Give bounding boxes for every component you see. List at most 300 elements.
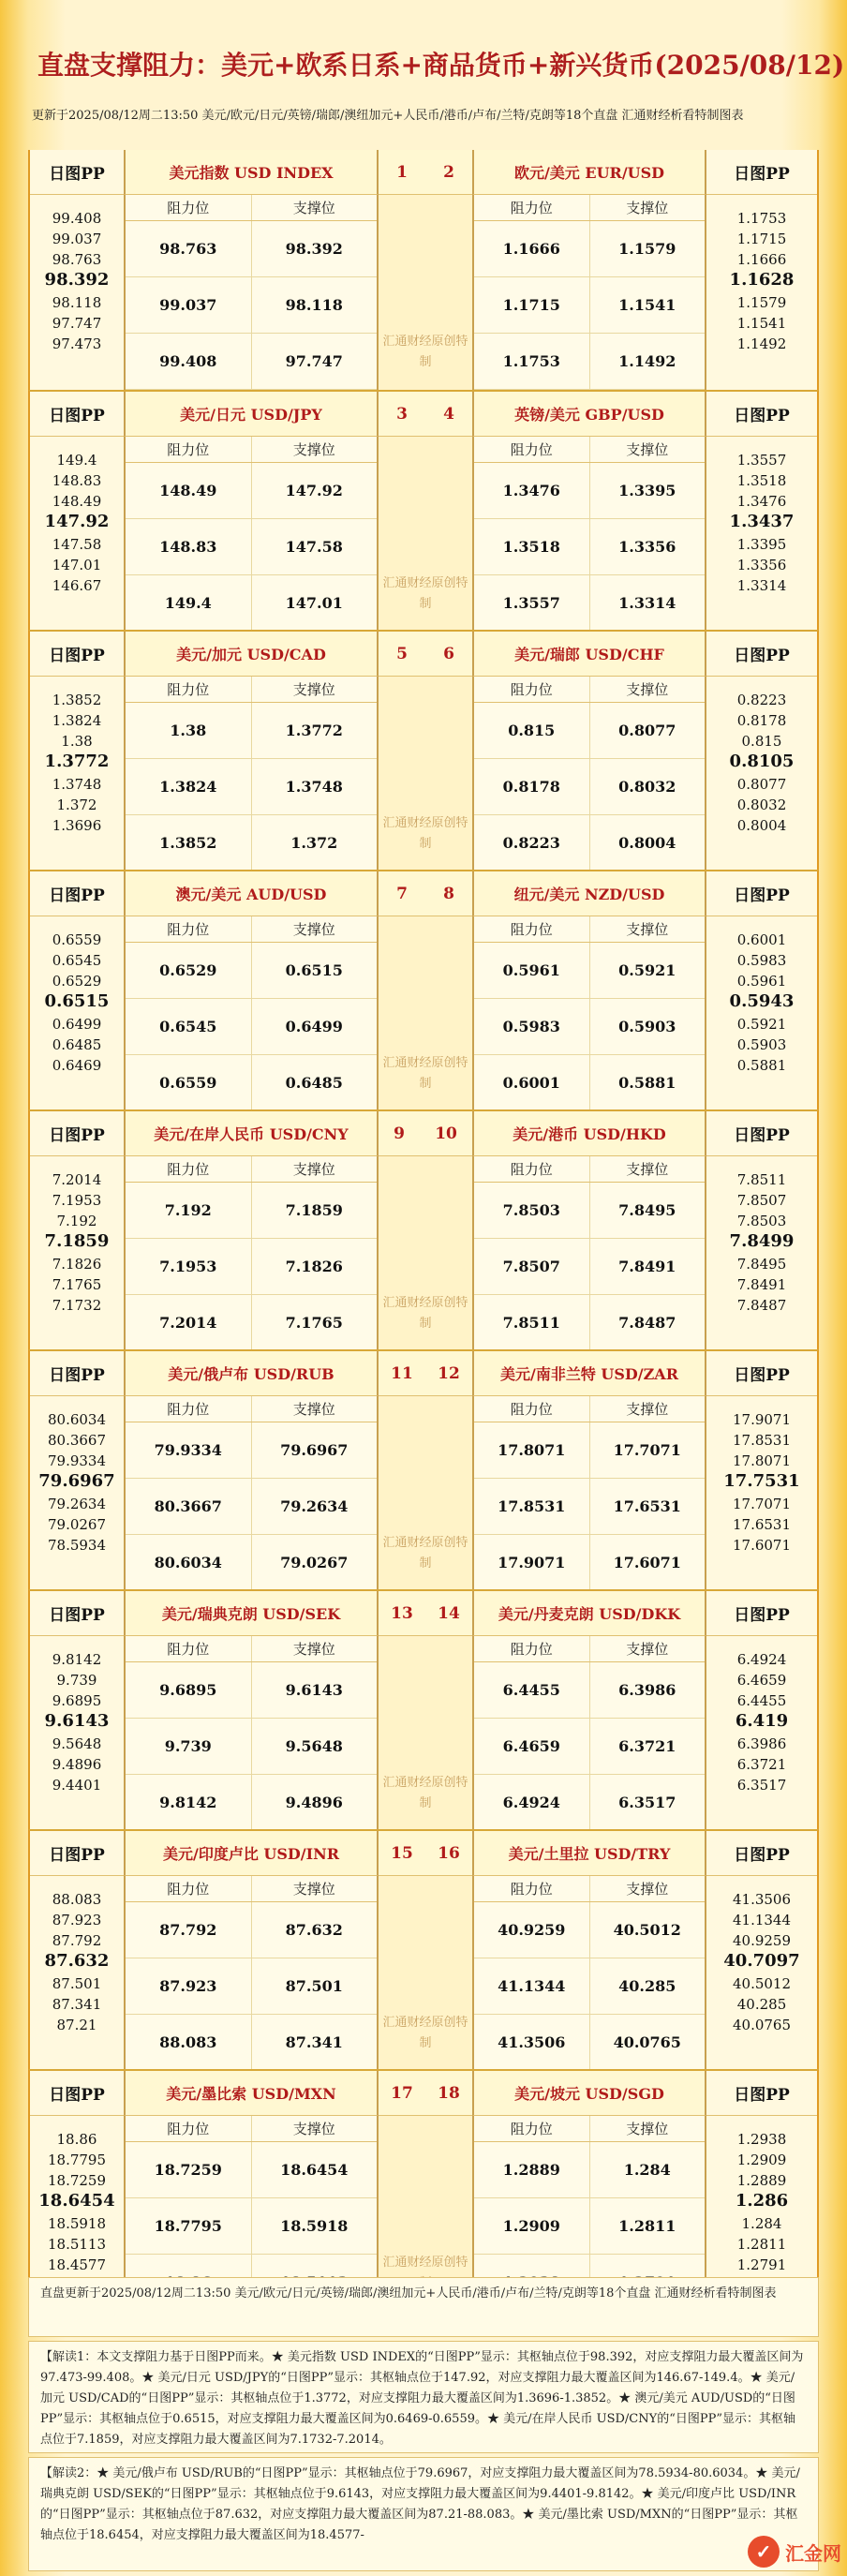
daily-pp-header: 日图PP [30,150,124,195]
table-row [126,1183,377,1239]
pp-level: 41.3506 [732,1891,792,1908]
pp-level: 7.8507 [736,1192,787,1209]
watermark: 汇通财经原创特制 [382,1056,468,1091]
table-row [126,1535,377,1591]
pair-number: 11 [391,1363,413,1383]
level-table-left [124,195,379,390]
resistance-value: 0.6529 [159,961,217,979]
resistance-value: 7.192 [164,1201,212,1219]
table-row [126,463,377,519]
resistance-header: 阻力位 [510,1881,553,1898]
pp-level: 18.86 [56,2131,97,2148]
daily-pp-header: 日图PP [30,392,124,437]
pp-level: 6.3986 [736,1735,787,1752]
level-table-header [126,195,377,221]
support-value: 6.3721 [589,1719,706,1774]
support-header: 支撑位 [251,1156,378,1182]
pp-level: 97.473 [52,335,102,352]
pair-name-left [124,150,379,195]
support-value: 1.1492 [589,334,706,389]
pp-level: 1.3852 [52,692,102,708]
pp-level: 147.01 [52,557,102,573]
support-value: 17.7071 [589,1422,706,1478]
pp-level: 1.1492 [736,335,787,352]
table-row [126,999,377,1055]
pair-number: 5 [396,644,408,663]
pair-number: 17 [391,2083,413,2103]
level-table-header [474,1636,705,1662]
table-row [126,1958,377,2015]
support-value: 7.8487 [589,1295,706,1350]
pp-level: 0.8178 [736,712,787,729]
pp-level: 1.1666 [736,251,787,268]
resistance-value: 17.8071 [498,1441,566,1459]
pair-name-text: 欧元/美元 EUR/USD [513,164,665,182]
watermark: 汇通财经原创特制 [382,2016,468,2050]
resistance-header: 阻力位 [510,921,553,938]
pivot-level: 7.1859 [44,1231,110,1251]
resistance-value: 41.1344 [498,1977,566,1995]
pair-name-text: 美元/瑞郎 USD/CHF [514,646,664,663]
table-row [474,1662,705,1719]
resistance-value: 80.6034 [154,1554,222,1571]
support-header: 支撑位 [589,437,706,462]
table-row [474,1958,705,2015]
resistance-value: 0.6001 [502,1074,560,1092]
daily-pp-header: 日图PP [706,1831,817,1876]
resistance-value: 79.9334 [154,1441,222,1459]
pp-level: 1.1753 [736,210,787,227]
daily-pp-header: 日图PP [706,632,817,677]
pp-level: 1.3748 [52,776,102,793]
pp-level: 40.5012 [732,1975,792,1992]
pp-level: 0.5921 [736,1016,787,1033]
pp-level: 0.6499 [52,1016,102,1033]
support-value: 1.1541 [589,277,706,333]
daily-pp-header: 日图PP [30,871,124,916]
resistance-value: 1.2889 [502,2161,560,2179]
center-column [379,1876,472,2071]
pair-name-right [472,1351,706,1396]
daily-pp-header: 日图PP [30,1591,124,1636]
table-row [126,519,377,575]
pair-name-text: 英镑/美元 GBP/USD [514,406,664,424]
pair-name-left [124,2071,379,2116]
support-value: 9.4896 [251,1775,378,1830]
level-table-header [474,1396,705,1422]
pp-level: 7.192 [56,1213,97,1229]
daily-pp-header: 日图PP [706,871,817,916]
pp-column-right [706,1111,817,1351]
pp-level: 0.5983 [736,952,787,969]
table-row [126,1055,377,1111]
table-row [474,1719,705,1775]
table-row [474,1535,705,1591]
pp-level: 17.6531 [732,1516,792,1533]
pp-level: 1.3356 [736,557,787,573]
daily-pp-header: 日图PP [30,2071,124,2116]
resistance-header: 阻力位 [510,200,553,216]
pp-level: 1.3557 [736,452,787,469]
support-header: 支撑位 [251,2116,378,2141]
pair-number: 7 [396,884,408,903]
pp-level: 80.3667 [47,1432,107,1449]
resistance-header: 阻力位 [510,1161,553,1178]
support-value: 98.392 [251,221,378,276]
support-value: 0.6499 [251,999,378,1054]
resistance-value: 80.3667 [154,1497,222,1515]
pair-name-text: 美元/港币 USD/HKD [513,1125,666,1143]
resistance-value: 148.49 [159,482,217,499]
pp-level: 99.037 [52,231,102,247]
resistance-header: 阻力位 [510,2121,553,2137]
resistance-header: 阻力位 [167,1401,210,1418]
pair-name-text: 美元/坡元 USD/SGD [514,2085,664,2103]
support-value: 18.6454 [251,2142,378,2197]
pair-name-text: 美元/在岸人民币 USD/CNY [154,1125,349,1143]
pp-level: 1.1579 [736,294,787,311]
support-value: 17.6531 [589,1479,706,1534]
resistance-value: 1.2909 [502,2217,560,2235]
daily-pp-header: 日图PP [30,1351,124,1396]
pp-level: 87.501 [52,1975,102,1992]
resistance-header: 阻力位 [167,921,210,938]
table-row [126,1902,377,1958]
pair-name-right [472,871,706,916]
pair-name-text: 纽元/美元 NZD/USD [513,886,665,903]
support-header: 支撑位 [589,1396,706,1422]
pp-level: 9.4896 [52,1756,102,1773]
pivot-level: 1.3437 [729,512,795,531]
resistance-header: 阻力位 [167,1881,210,1898]
resistance-value: 6.4659 [502,1737,560,1755]
resistance-value: 7.2014 [159,1314,217,1332]
support-value: 0.5921 [589,943,706,998]
pair-name-right [472,2071,706,2116]
pair-name-text: 美元/南非兰特 USD/ZAR [499,1365,679,1383]
level-table-left [124,1156,379,1351]
pp-column-left [30,632,124,871]
resistance-header: 阻力位 [167,1161,210,1178]
resistance-value: 1.3557 [502,594,560,612]
table-row [474,1902,705,1958]
level-table-header [126,1156,377,1183]
pp-level: 18.7259 [47,2172,107,2189]
pp-column-left [30,1591,124,1831]
pair-number: 4 [443,404,454,424]
pp-level: 1.3476 [736,493,787,510]
pp-level: 148.83 [52,472,102,489]
center-column [379,195,472,390]
pp-level: 7.2014 [52,1171,102,1188]
support-header: 支撑位 [251,677,378,702]
site-logo[interactable] [748,2533,841,2570]
resistance-header: 阻力位 [167,1641,210,1658]
pair-name-left [124,632,379,677]
pp-level: 40.9259 [732,1932,792,1949]
table-row [126,277,377,334]
support-value: 147.92 [251,463,378,518]
quote-block [28,1829,819,2069]
level-table-left [124,1636,379,1831]
resistance-value: 9.8142 [159,1794,217,1811]
quote-block [28,870,819,1109]
resistance-value: 18.7795 [154,2217,222,2235]
level-table-right [472,1636,706,1831]
pp-level: 87.923 [52,1912,102,1928]
pivot-level: 7.8499 [729,1231,795,1251]
pair-numbers [379,150,472,195]
pp-column-left [30,1351,124,1591]
resistance-value: 1.1666 [502,240,560,258]
table-row [474,703,705,759]
pair-name-text: 美元/丹麦克朗 USD/DKK [498,1605,681,1623]
level-table-right [472,195,706,390]
resistance-value: 99.037 [159,296,217,314]
pp-level: 18.7795 [47,2152,107,2168]
support-value: 1.1579 [589,221,706,276]
support-value: 1.3772 [251,703,378,758]
pp-level: 18.5113 [47,2236,107,2253]
pp-level: 7.8495 [736,1256,787,1273]
table-row [126,943,377,999]
quote-block [28,150,819,390]
support-value: 0.6515 [251,943,378,998]
support-value: 17.6071 [589,1535,706,1590]
pp-level: 17.7071 [732,1496,792,1512]
center-column [379,677,472,871]
support-value: 40.5012 [589,1902,706,1958]
pivot-level: 1.286 [735,2191,789,2211]
support-value: 7.8491 [589,1239,706,1294]
pp-column-left [30,1111,124,1351]
level-table-right [472,1396,706,1591]
support-value: 97.747 [251,334,378,389]
pp-level: 1.3518 [736,472,787,489]
support-header: 支撑位 [251,195,378,220]
quote-block [28,1109,819,1349]
pp-level: 0.6559 [52,931,102,948]
support-value: 7.1826 [251,1239,378,1294]
resistance-value: 0.815 [508,722,556,739]
resistance-header: 阻力位 [167,200,210,216]
support-value: 0.6485 [251,1055,378,1110]
resistance-value: 6.4924 [502,1794,560,1811]
pp-level: 18.4577 [47,2256,107,2273]
support-value: 40.0765 [589,2015,706,2070]
resistance-value: 1.1715 [502,296,560,314]
pair-number: 3 [396,404,408,424]
pp-level: 146.67 [52,577,102,594]
quote-block [28,1589,819,1829]
support-value: 87.632 [251,1902,378,1958]
table-row [126,1479,377,1535]
daily-pp-header: 日图PP [706,1591,817,1636]
daily-pp-header: 日图PP [706,150,817,195]
support-header: 支撑位 [251,437,378,462]
pair-name-right [472,1831,706,1876]
quote-block [28,1349,819,1589]
pp-level: 79.9334 [47,1452,107,1469]
table-row [126,2198,377,2255]
logo-text: 汇金网 [785,2541,841,2565]
table-row [126,1775,377,1831]
pair-numbers [379,632,472,677]
support-header: 支撑位 [589,1636,706,1661]
pp-level: 0.8223 [736,692,787,708]
resistance-value: 99.408 [159,352,217,370]
pp-level: 17.8071 [732,1452,792,1469]
pair-name-text: 美元/日元 USD/JPY [180,406,322,424]
pair-name-right [472,1591,706,1636]
support-header: 支撑位 [589,916,706,942]
pair-number: 1 [396,162,408,182]
pp-level: 0.5961 [736,973,787,990]
support-value: 1.3314 [589,575,706,631]
pp-column-right [706,1351,817,1591]
support-header: 支撑位 [251,1636,378,1661]
pp-column-left [30,2071,124,2311]
support-value: 0.5881 [589,1055,706,1110]
pp-level: 0.8004 [736,817,787,834]
support-value: 1.372 [251,815,378,871]
resistance-value: 0.8223 [502,834,560,852]
pair-number: 2 [443,162,454,182]
pp-level: 78.5934 [47,1537,107,1554]
resistance-value: 0.6545 [159,1018,217,1035]
pp-level: 1.38 [61,733,93,750]
level-table-left [124,916,379,1111]
resistance-header: 阻力位 [510,441,553,458]
support-value: 79.2634 [251,1479,378,1534]
pair-number: 10 [435,1124,457,1143]
support-header: 支撑位 [589,1156,706,1182]
pp-level: 0.8032 [736,797,787,813]
table-row [474,759,705,815]
support-value: 9.6143 [251,1662,378,1718]
support-value: 7.1859 [251,1183,378,1238]
level-table-right [472,1876,706,2071]
table-row [126,575,377,632]
pair-numbers [379,1351,472,1396]
level-table-right [472,677,706,871]
resistance-header: 阻力位 [510,681,553,698]
resistance-header: 阻力位 [167,441,210,458]
pp-level: 80.6034 [47,1411,107,1428]
table-row [126,334,377,390]
support-value: 87.341 [251,2015,378,2070]
pair-name-left [124,1351,379,1396]
table-row [474,2142,705,2198]
resistance-value: 0.6559 [159,1074,217,1092]
pp-level: 7.1732 [52,1297,102,1314]
fx-logo-icon: ✓ [748,2536,780,2568]
update-info: 更新于2025/08/12周二13:50 美元/欧元/日元/英镑/瑞郎/澳纽加元+人民币/港币/卢布/兰特/克朗等18个直盘 汇通财经析看特制图表 [32,109,744,123]
pp-level: 0.5881 [736,1057,787,1074]
resistance-value: 87.923 [159,1977,217,1995]
pivot-level: 18.6454 [38,2191,115,2211]
support-value: 1.284 [589,2142,706,2197]
table-row [474,221,705,277]
pp-level: 148.49 [52,493,102,510]
pair-name-right [472,392,706,437]
quote-block [28,2069,819,2309]
resistance-value: 7.1953 [159,1258,217,1275]
center-column [379,437,472,632]
pair-name-left [124,1111,379,1156]
table-row [474,1479,705,1535]
support-header: 支撑位 [589,2116,706,2141]
pair-numbers [379,1831,472,1876]
pair-number: 12 [438,1363,460,1383]
pp-column-right [706,392,817,632]
level-table-right [472,1156,706,1351]
pivot-level: 9.6143 [44,1711,110,1731]
support-value: 7.1765 [251,1295,378,1350]
pair-numbers [379,1591,472,1636]
pp-level: 6.3721 [736,1756,787,1773]
level-table-left [124,437,379,632]
quote-block [28,630,819,870]
resistance-value: 1.3852 [159,834,217,852]
pair-numbers [379,2071,472,2116]
pp-level: 0.5903 [736,1036,787,1053]
pair-number: 14 [438,1603,460,1623]
resistance-value: 7.8503 [502,1201,560,1219]
pp-level: 9.6895 [52,1692,102,1709]
table-row [474,1422,705,1479]
pair-numbers [379,1111,472,1156]
table-row [474,277,705,334]
pp-level: 97.747 [52,315,102,332]
pp-level: 1.372 [56,797,97,813]
resistance-value: 17.9071 [498,1554,566,1571]
pivot-level: 6.419 [735,1711,789,1731]
pair-name-text: 美元指数 USD INDEX [169,164,334,182]
pp-level: 1.1541 [736,315,787,332]
pair-name-text: 美元/加元 USD/CAD [176,646,326,663]
pp-level: 1.2909 [736,2152,787,2168]
daily-pp-header: 日图PP [706,1351,817,1396]
support-header: 支撑位 [251,916,378,942]
level-table-header [126,1396,377,1422]
pp-column-right [706,871,817,1111]
pair-name-right [472,1111,706,1156]
pp-level: 1.2811 [736,2236,787,2253]
center-column [379,1636,472,1831]
level-table-header [126,1636,377,1662]
pp-level: 147.58 [52,536,102,553]
resistance-header: 阻力位 [167,681,210,698]
table-row [474,463,705,519]
center-column [379,916,472,1111]
pp-level: 1.3696 [52,817,102,834]
level-table-left [124,677,379,871]
pair-numbers [379,871,472,916]
watermark: 汇通财经原创特制 [382,1296,468,1331]
support-value: 79.6967 [251,1422,378,1478]
level-table-left [124,1876,379,2071]
pair-number: 16 [438,1843,460,1863]
support-value: 40.285 [589,1958,706,2014]
support-value: 7.8495 [589,1183,706,1238]
pp-level: 88.083 [52,1891,102,1908]
footer-update: 直盘更新于2025/08/12周二13:50 美元/欧元/日元/英镑/瑞郎/澳纽加元+人民币/港币/卢布/兰特/克朗等18个直盘 汇通财经析看特制图表 [28,2277,819,2337]
resistance-value: 9.739 [164,1737,212,1755]
table-row [126,815,377,871]
pp-level: 7.8511 [736,1171,787,1188]
pp-level: 40.0765 [732,2017,792,2033]
